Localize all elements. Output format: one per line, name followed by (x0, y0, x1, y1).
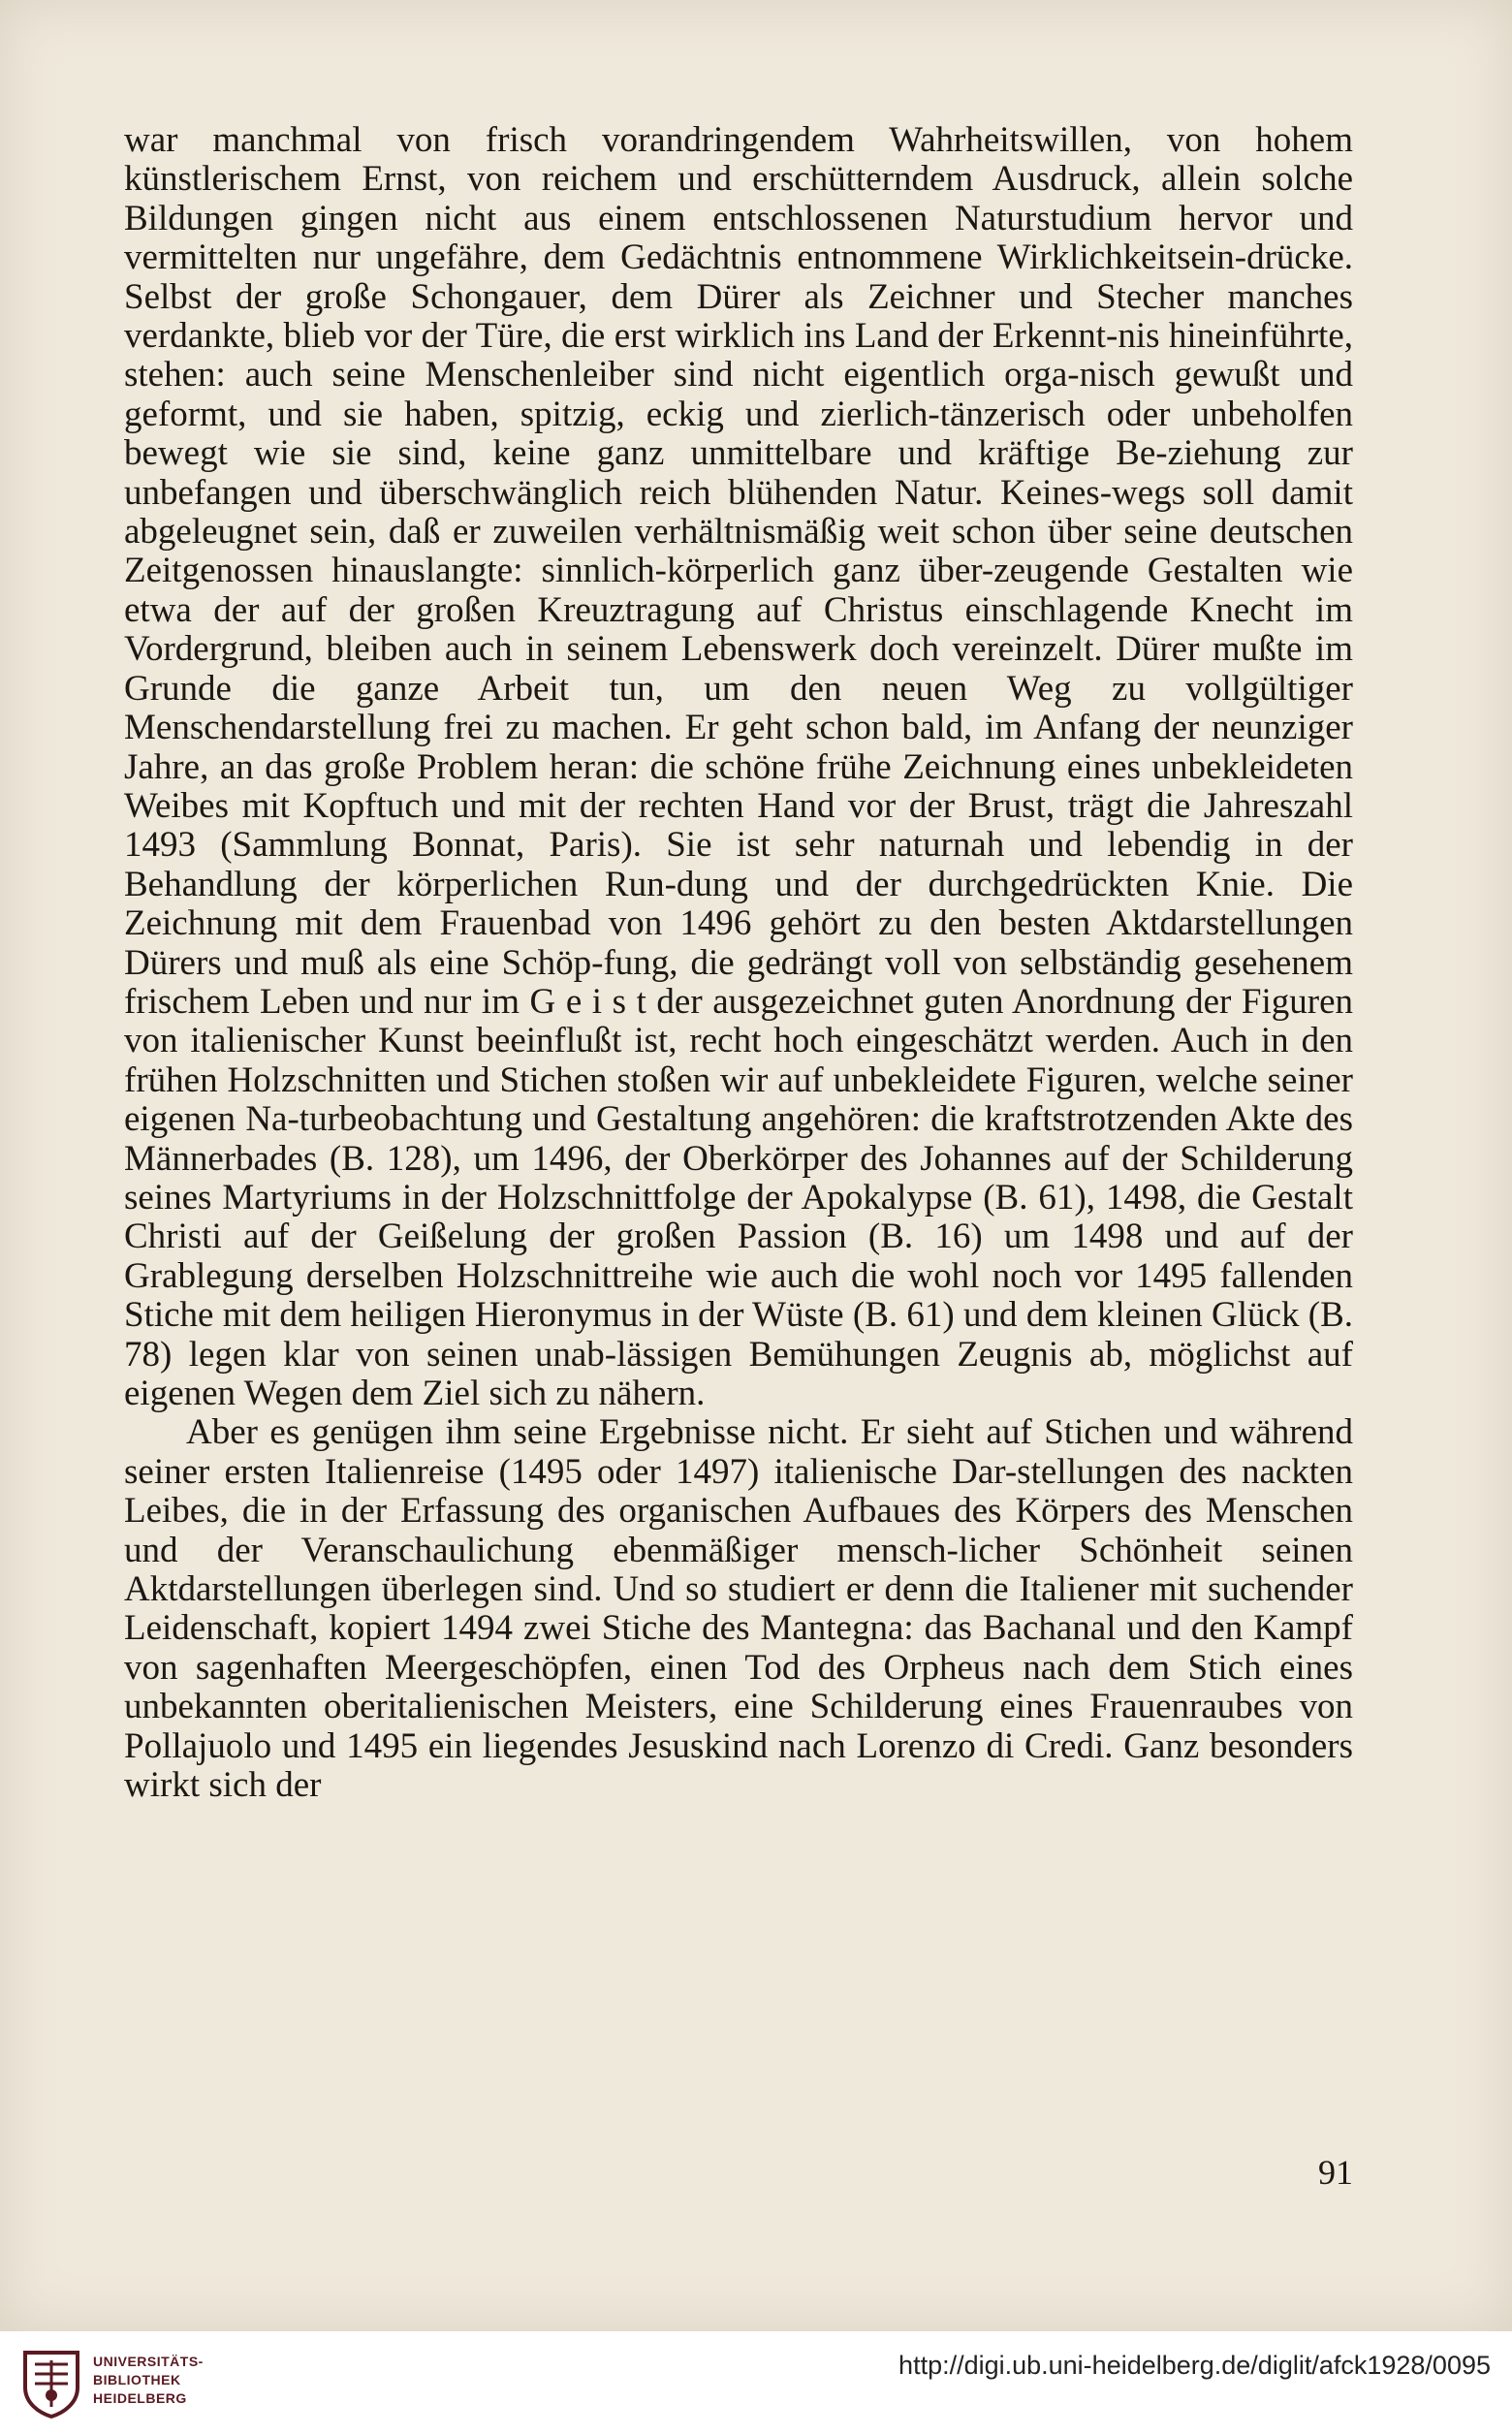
library-name-line-2: BIBLIOTHEK (93, 2372, 181, 2388)
paragraph-2: Aber es genügen ihm seine Ergebnisse nicht. Er sieht auf Stichen und während seiner ersten Italienreise (1495 oder 1497) italienische Dar-stellungen des nackten Leibes, die in der Erfassung des organischen Aufbaues des Körpers des Menschen und der Veranschaulichung ebenmäßiger mensch-licher Schönheit seinen Aktdarstellungen überlegen sind. Und so studiert er denn die Italiener mit suchender Leidenschaft, kopiert 1494 zwei Stiche des Mantegna: das Bachanal und den Kampf von sagenhaften Meergeschöpfen, einen Tod des Orpheus nach dem Stich eines unbekannten oberitalienischen Meisters, eine Schilderung eines Frauenraubes von Pollajuolo und 1495 ein liegendes Jesuskind nach Lorenzo di Credi. Ganz besonders wirkt sich der (124, 1412, 1353, 1806)
source-url-link[interactable]: http://digi.ub.uni-heidelberg.de/diglit/afck1928/0095 (898, 2351, 1491, 2380)
paragraph-1: war manchmal von frisch vorandringendem Wahrheitswillen, von hohem künstlerischem Ernst, von reichem und erschütterndem Ausdruck, allein solche Bildungen gingen nicht aus einem entschlossenen Naturstudium hervor und vermittelten nur ungefähre, dem Gedächtnis entnommene Wirklichkeitsein-drücke. Selbst der große Schongauer, dem Dürer als Zeichner und Stecher manches verdankte, blieb vor der Türe, die erst wirklich ins Land der Erkennt-nis hineinführte, stehen: auch seine Menschenleiber sind nicht eigentlich orga-nisch gewußt und geformt, und sie haben, spitzig, eckig und zierlich-tänzerisch oder unbeholfen bewegt wie sie sind, keine ganz unmittelbare und kräftige Be-ziehung zur unbefangen und überschwänglich reich blühenden Natur. Keines-wegs soll damit abgeleugnet sein, daß er zuweilen verhältnismäßig weit schon über seine deutschen Zeitgenossen hinauslangte: sinnlich-körperlich ganz über-zeugende Gestalten wie etwa der auf der großen Kreuztragung auf Christus einschlagende Knecht im Vordergrund, bleiben auch in seinem Lebenswerk doch vereinzelt. Dürer mußte im Grunde die ganze Arbeit tun, um den neuen Weg zu vollgültiger Menschendarstellung frei zu machen. Er geht schon bald, im Anfang der neunziger Jahre, an das große Problem heran: die schöne frühe Zeichnung eines unbekleideten Weibes mit Kopftuch und mit der rechten Hand vor der Brust, trägt die Jahreszahl 1493 (Sammlung Bonnat, Paris). Sie ist sehr naturnah und lebendig in der Behandlung der körperlichen Run-dung und der durchgedrückten Knie. Die Zeichnung mit dem Frauenbad von 1496 gehört zu den besten Aktdarstellungen Dürers und muß als eine Schöp-fung, die gedrängt voll von selbständig gesehenem frischem Leben und nur im G e i s t der ausgezeichnet guten Anordnung der Figuren von italienischer Kunst beeinflußt ist, recht hoch eingeschätzt werden. Auch in den frühen Holzschnitten und Stichen stoßen wir auf unbekleidete Figuren, welche seiner eigenen Na-turbeobachtung und Gestaltung angehören: die kraftstrotzenden Akte des Männerbades (B. 128), um 1496, der Oberkörper des Johannes auf der Schilderung seines Martyriums in der Holzschnittfolge der Apokalypse (B. 61), 1498, die Gestalt Christi auf der Geißelung der großen Passion (B. 16) um 1498 und auf der Grablegung derselben Holzschnittreihe wie auch die wohl noch vor 1495 fallenden Stiche mit dem heiligen Hieronymus in der Wüste (B. 61) und dem kleinen Glück (B. 78) legen klar von seinen unab-lässigen Bemühungen Zeugnis ab, möglichst auf eigenen Wegen dem Ziel sich zu nähern. (124, 120, 1353, 1413)
footer-bar (0, 2331, 1512, 2435)
university-seal-icon (17, 2349, 85, 2419)
library-name (93, 2353, 204, 2408)
body-text (124, 121, 1353, 1805)
library-name-line-1: UNIVERSITÄTS- (93, 2354, 204, 2369)
library-name-line-3: HEIDELBERG (93, 2390, 187, 2406)
page-number: 91 (1318, 2153, 1353, 2192)
